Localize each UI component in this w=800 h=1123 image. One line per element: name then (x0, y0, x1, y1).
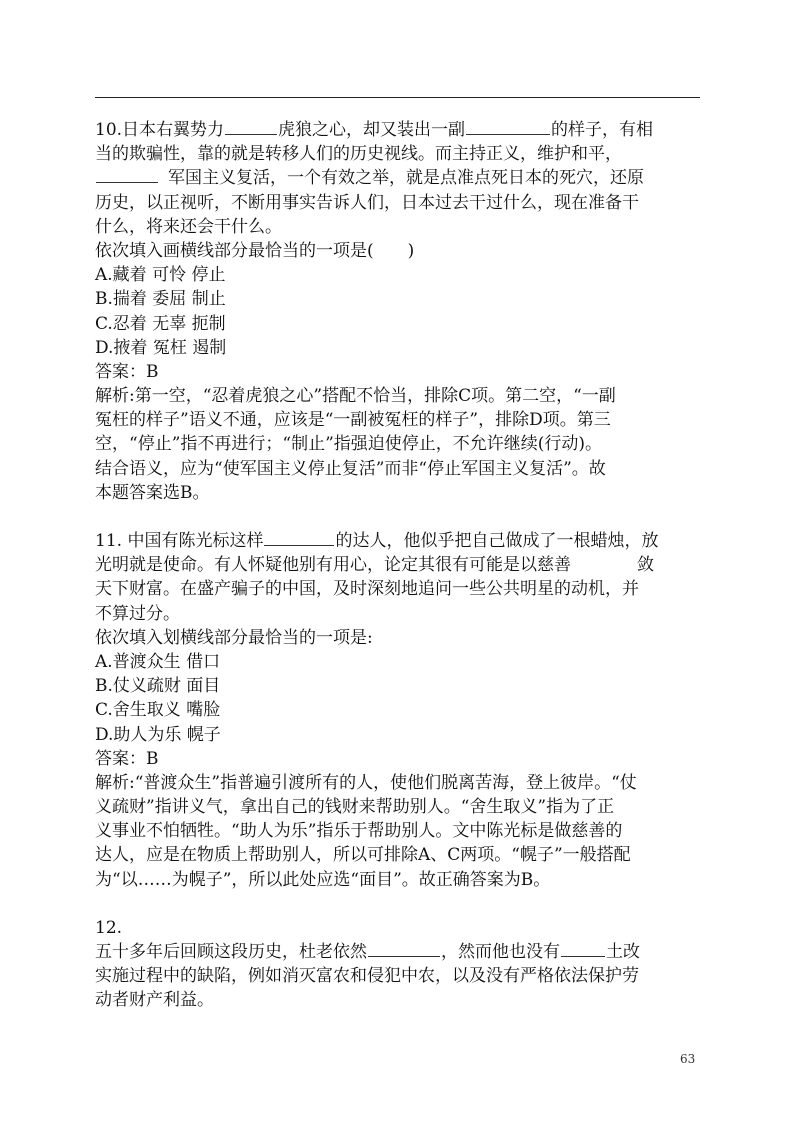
q10-analysis-line-3: 空，“停止”指不再进行；“制止”指强迫使停止，不允许继续(行动)。 (95, 434, 603, 455)
q11-stem-line-4: 不算过分。 (95, 603, 180, 624)
q11-analysis-line-3: 义事业不怕牺牲。“助人为乐”指乐于帮助别人。文中陈光标是做慈善的 (95, 821, 623, 842)
q10-analysis-line-5: 本题答案选B。 (95, 482, 210, 503)
question-10 (95, 118, 700, 505)
q11-stem-line-3: 天下财富。在盛产骗子的中国，及时深刻地追问一些公共明星的动机，并 (95, 579, 639, 600)
q10-option-a: A.藏着 可怜 停止 (95, 265, 226, 286)
document-body (95, 118, 700, 1013)
answer-blank (225, 133, 277, 135)
q10-stem-line-2: 当的欺骗性，靠的就是转移人们的历史视线。而主持正义，维护和平， (95, 144, 622, 165)
q12-stem-line-2: 实施过程中的缺陷，例如消灭富农和侵犯中农，以及没有严格依法保护劳 (95, 966, 639, 987)
q10-analysis-line-1: 解析:第一空，“忍着虎狼之心”搭配不恰当，排除C项。第二空，“一副 (95, 386, 616, 407)
q11-analysis-line-5: 为“以……为幌子”，所以此处应选“面目”。故正确答案为B。 (95, 869, 551, 890)
answer-blank (264, 544, 334, 546)
q10-option-b: B.揣着 委屈 制止 (95, 289, 226, 310)
q12-number: 12. (95, 917, 123, 938)
q10-option-c: C.忍着 无辜 扼制 (95, 313, 226, 334)
answer-blank (466, 133, 550, 135)
q11-option-a: A.普渡众生 借口 (95, 651, 221, 672)
q11-option-c: C.舍生取义 嘴脸 (95, 700, 221, 721)
q11-answer: 答案：B (95, 748, 159, 769)
q10-option-d: D.掖着 冤枉 遏制 (95, 337, 227, 358)
q10-stem-line-1: 10.日本右翼势力 虎狼之心，却又装出一副 的样子，有相 (95, 120, 654, 140)
q10-analysis-line-4: 结合语义，应为“使军国主义停止复活”而非“停止军国主义复活”。故 (95, 458, 606, 479)
q10-stem-line-5: 什么，将来还会干什么。 (95, 216, 282, 237)
question-11 (95, 529, 700, 892)
q10-answer: 答案：B (95, 361, 159, 382)
answer-blank (368, 955, 440, 957)
q11-analysis-line-4: 达人，应是在物质上帮助别人，所以可排除A、C两项。“幌子”一般搭配 (95, 845, 631, 866)
q12-stem-line-1: 五十多年后回顾这段历史，杜老依然 ，然而他也没有 土改 (95, 942, 640, 962)
q10-stem-line-3: 军国主义复活，一个有效之举，就是点准点死日本的死穴，还原 (95, 166, 700, 190)
q12-stem-line-3: 动者财产利益。 (95, 990, 214, 1011)
spacer (95, 892, 700, 916)
q11-stem-line-2: 光明就是使命。有人怀疑他别有用心，论定其很有可能是以慈善 敛 (95, 555, 654, 576)
q11-option-d: D.助人为乐 幌子 (95, 724, 221, 745)
q11-stem-line-1: 11. 中国有陈光标这样 的达人，他似乎把自己做成了一根蜡烛，放 (95, 531, 659, 551)
answer-blank (561, 955, 605, 957)
q11-prompt: 依次填入划横线部分最恰当的一项是: (95, 627, 373, 648)
header-rule (95, 97, 700, 98)
spacer (95, 505, 700, 529)
q11-option-b: B.仗义疏财 面目 (95, 676, 221, 697)
q10-prompt: 依次填入画横线部分最恰当的一项是( ) (95, 240, 415, 261)
question-12 (95, 916, 700, 1013)
q11-analysis-line-1: 解析:“普渡众生”指普遍引渡所有的人，使他们脱离苦海，登上彼岸。“仗 (95, 772, 637, 793)
answer-blank (96, 181, 158, 183)
q11-analysis-line-2: 义疏财”指讲义气，拿出自己的钱财来帮助别人。“舍生取义”指为了正 (95, 797, 615, 818)
page-number: 63 (680, 1052, 696, 1066)
q10-analysis-line-2: 冤枉的样子”语义不通，应该是“一副被冤枉的样子”，排除D项。第三 (95, 410, 611, 431)
q10-stem-line-4: 历史，以正视听，不断用事实告诉人们，日本过去干过什么，现在准备干 (95, 192, 639, 213)
